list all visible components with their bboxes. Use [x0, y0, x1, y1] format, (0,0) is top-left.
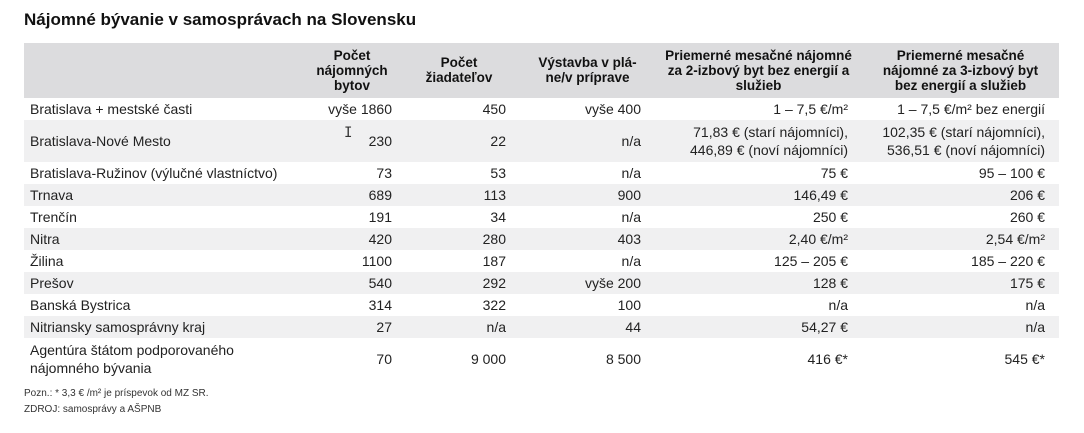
- table-row: [24, 250, 1059, 272]
- cell-rent-3-room: n/a: [862, 316, 1059, 338]
- rental-housing-table: [24, 43, 1059, 380]
- cell-rent-2-room: 1 – 7,5 €/m²: [773, 101, 848, 117]
- cell-rent-2-room: 2,40 €/m²: [655, 228, 862, 250]
- cell-apartments: 1100: [361, 253, 392, 269]
- cell-applicants: 280: [398, 228, 520, 250]
- rent-3-new-tenants: 536,51 € (noví nájomníci): [887, 142, 1045, 158]
- table-row: [24, 294, 1059, 316]
- cell-name: Nitriansky samosprávny kraj: [24, 316, 306, 338]
- table-row: [24, 272, 1059, 294]
- header-construction: Výstavba v plá-ne/v príprave: [520, 43, 655, 98]
- table-row: [24, 184, 1059, 206]
- cell-rent-2-room: 75 €: [820, 165, 848, 181]
- cell-name: [24, 338, 306, 380]
- cell-name: Trenčín: [30, 209, 77, 225]
- cell-applicants: 22: [398, 120, 520, 162]
- cell-construction: vyše 400: [584, 101, 641, 117]
- cell-apartments: 73: [376, 165, 392, 181]
- cell-applicants: 322: [482, 297, 506, 313]
- cell-rent-3-room: 2,54 €/m²: [862, 228, 1059, 250]
- cell-applicants: 53: [490, 165, 506, 181]
- cell-name: Banská Bystrica: [30, 297, 131, 313]
- cell-rent-3-room: 95 – 100 €: [978, 165, 1045, 181]
- text-cursor-icon: I: [344, 125, 353, 141]
- cell-apartments: 540: [306, 272, 398, 294]
- rent-3-old-tenants: 102,35 € (starí nájomníci),: [882, 124, 1045, 140]
- cell-name: Bratislava-Nové Mesto: [24, 120, 306, 162]
- cell-rent-2-room: n/a: [828, 297, 848, 313]
- cell-name: Trnava: [24, 184, 306, 206]
- table-header-row: [24, 43, 1059, 98]
- cell-rent-3-room: 185 – 220 €: [971, 253, 1045, 269]
- table-row: [24, 316, 1059, 338]
- cell-construction: 403: [520, 228, 655, 250]
- cell-construction: vyše 200: [520, 272, 655, 294]
- page-title: Nájomné bývanie v samosprávach na Slovensku: [24, 10, 417, 29]
- cell-name: Prešov: [24, 272, 306, 294]
- header-municipality: [24, 43, 306, 98]
- header-rent-3-room: Priemerné mesačné nájomné za 3-izbový byt bez energií a služieb: [862, 43, 1059, 98]
- cell-construction: 900: [520, 184, 655, 206]
- cell-rent-2-room: 416 €*: [807, 351, 848, 367]
- footnote: Pozn.: * 3,3 € /m² je príspevok od MZ SR.: [24, 388, 209, 399]
- cell-construction: 44: [520, 316, 655, 338]
- cell-applicants: 34: [490, 209, 506, 225]
- cell-construction: 100: [617, 297, 641, 313]
- cell-rent-3-room: 206 €: [862, 184, 1059, 206]
- cell-rent-2-room: 250 €: [812, 209, 848, 225]
- table-row: [24, 120, 1059, 162]
- cell-rent-3-room: 545 €*: [1004, 351, 1045, 367]
- rent-2-new-tenants: 446,89 € (noví nájomníci): [690, 142, 848, 158]
- cell-apartments: 420: [306, 228, 398, 250]
- table-row: [24, 98, 1059, 120]
- cell-apartments: 230: [306, 120, 398, 162]
- header-applicants: Počet žiadateľov: [398, 43, 520, 98]
- source-note: ZDROJ: samosprávy a AŠPNB: [24, 404, 162, 415]
- cell-apartments: 314: [368, 297, 392, 313]
- cell-name: Bratislava-Ružinov (výlučné vlastníctvo): [30, 165, 278, 181]
- cell-apartments: 689: [306, 184, 398, 206]
- table-row: [24, 162, 1059, 184]
- cell-rent-3-room: n/a: [1025, 297, 1045, 313]
- cell-rent-2-room: 125 – 205 €: [774, 253, 848, 269]
- table-row: [24, 206, 1059, 228]
- cell-rent-3-room: 175 €: [862, 272, 1059, 294]
- cell-applicants: 450: [482, 101, 506, 117]
- cell-rent-3-room: 260 €: [1009, 209, 1045, 225]
- cell-rent-2-room: [655, 120, 862, 162]
- cell-apartments: 70: [376, 351, 392, 367]
- cell-construction: n/a: [621, 209, 641, 225]
- cell-applicants: n/a: [398, 316, 520, 338]
- cell-apartments: vyše 1860: [328, 101, 392, 117]
- cell-construction: n/a: [621, 165, 641, 181]
- cell-applicants: 187: [482, 253, 506, 269]
- cell-apartments: 27: [306, 316, 398, 338]
- rent-2-old-tenants: 71,83 € (starí nájomníci),: [693, 124, 848, 140]
- cell-construction: n/a: [520, 120, 655, 162]
- header-rent-2-room: Priemerné mesačné nájomné za 2-izbový byt bez energií a služieb: [655, 43, 862, 98]
- header-apartments: Počet nájomných bytov: [306, 43, 398, 98]
- name-line-2: nájomného bývania: [30, 360, 152, 376]
- cell-rent-3-room: [862, 120, 1059, 162]
- cell-construction: 8 500: [605, 351, 641, 367]
- cell-name: Nitra: [24, 228, 306, 250]
- cell-rent-2-room: 146,49 €: [655, 184, 862, 206]
- table-row: [24, 228, 1059, 250]
- cell-name: Žilina: [30, 253, 64, 269]
- table-row: [24, 338, 1059, 380]
- cell-rent-2-room: 54,27 €: [655, 316, 862, 338]
- name-line-1: Agentúra štátom podporovaného: [30, 342, 234, 358]
- cell-name: Bratislava + mestské časti: [30, 101, 193, 117]
- cell-rent-3-room: 1 – 7,5 €/m² bez energií: [897, 101, 1045, 117]
- cell-rent-2-room: 128 €: [655, 272, 862, 294]
- cell-applicants: 113: [398, 184, 520, 206]
- cell-construction: n/a: [621, 253, 641, 269]
- cell-applicants: 9 000: [470, 351, 506, 367]
- cell-applicants: 292: [398, 272, 520, 294]
- cell-apartments: 191: [368, 209, 392, 225]
